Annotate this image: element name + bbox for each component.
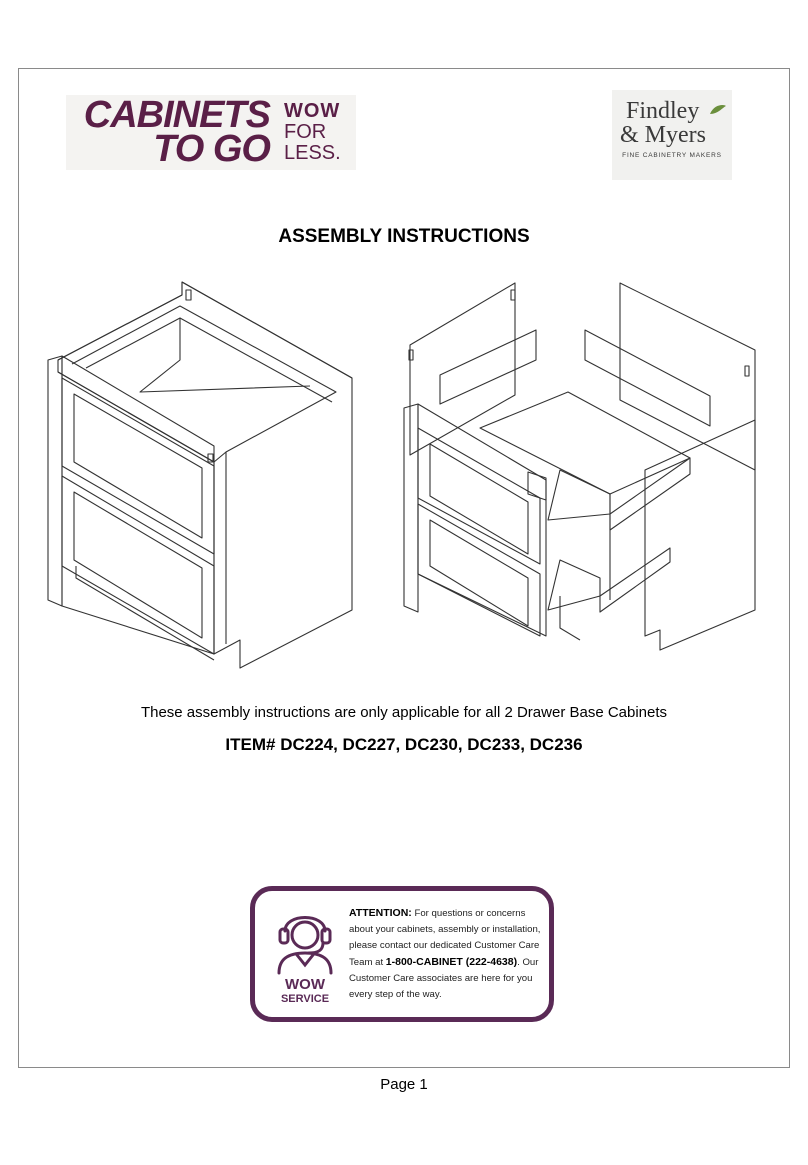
headset-agent-icon bbox=[265, 899, 345, 975]
item-numbers: ITEM# DC224, DC227, DC230, DC233, DC236 bbox=[225, 735, 583, 754]
logo-tag-for: FOR bbox=[284, 121, 327, 143]
fm-tagline: FINE CABINETRY MAKERS bbox=[622, 152, 722, 159]
logo-tag-wow: WOW bbox=[284, 100, 341, 122]
badge-service: SERVICE bbox=[280, 993, 330, 1005]
badge-wow: WOW bbox=[285, 976, 325, 993]
page-title: ASSEMBLY INSTRUCTIONS bbox=[278, 226, 530, 247]
customer-care-phone: 1-800-CABINET (222-4638) bbox=[385, 956, 518, 968]
attention-body-2: . Our Customer Care associates are here for you every step of the way. bbox=[349, 957, 539, 1000]
logo-line-2: TO GO bbox=[153, 128, 270, 170]
page-number: Page 1 bbox=[380, 1076, 428, 1093]
wow-service-badge bbox=[265, 899, 345, 1019]
logo-tag-less: LESS. bbox=[284, 142, 341, 164]
logo-line-1: CABINETS bbox=[83, 94, 270, 136]
fm-logo-line-1: Findley bbox=[626, 98, 700, 124]
applicability-note: These assembly instructions are only applicable for all 2 Drawer Base Cabinets bbox=[140, 704, 668, 721]
attention-body-1: For questions or concerns about your cabinets, assembly or installation, please contact our dedicated Customer Care Team at bbox=[349, 908, 541, 968]
assembled-cabinet-illustration bbox=[48, 282, 352, 668]
attention-callout bbox=[250, 886, 554, 1022]
attention-text bbox=[349, 905, 549, 1003]
attention-heading: ATTENTION: bbox=[349, 907, 412, 919]
fm-logo-line-2: & Myers bbox=[620, 122, 706, 148]
exploded-cabinet-illustration bbox=[404, 283, 755, 650]
